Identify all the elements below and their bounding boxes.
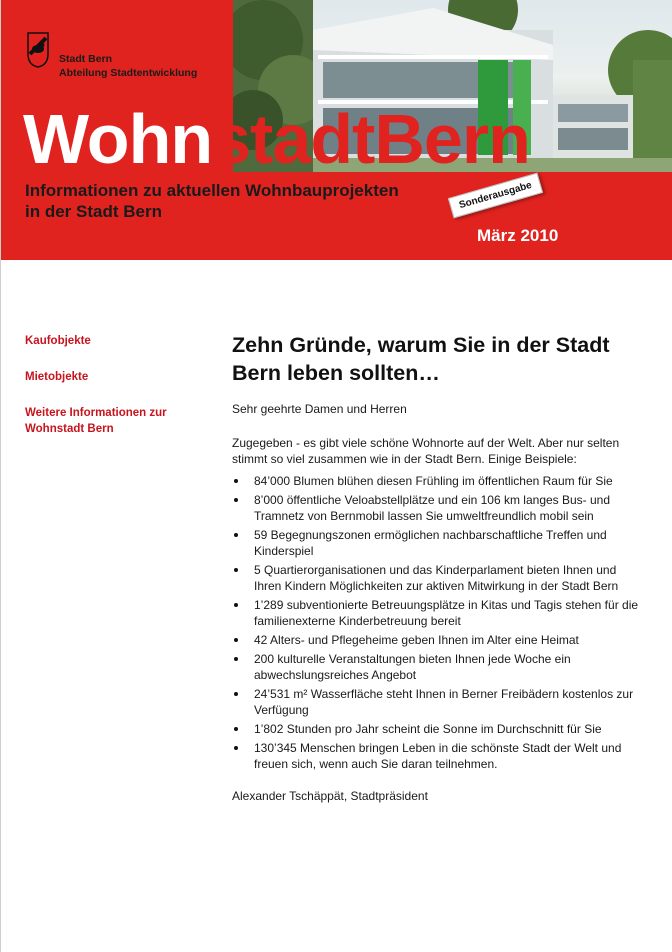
title-part-1: Wohn [23,100,213,178]
main-content [232,331,646,822]
org-department: Abteilung Stadtentwicklung [59,67,198,79]
greeting: Sehr geehrte Damen und Herren [232,402,407,416]
title-part-3: Bern [374,100,530,178]
article-heading: Zehn Gründe, warum Sie in der Stadt Bern leben sollten… [232,333,610,385]
sidebar-link-kaufobjekte[interactable]: Kaufobjekte [25,335,91,347]
list-item: 42 Alters- und Pflegeheime geben Ihnen im Alter eine Heimat [232,632,646,648]
list-item: 1’289 subventionierte Betreuungsplätze in Kitas und Tagis stehen für die familienexterne Kinderbetreuung bereit [232,597,646,629]
title-part-2: stadt [212,100,375,178]
list-item: 130’345 Menschen bringen Leben in die schönste Stadt der Welt und freuen sich, wenn auch Sie daran teilnehmen. [232,740,646,772]
list-item: 84’000 Blumen blühen diesen Frühling im öffentlichen Raum für Sie [232,473,646,489]
sidebar-link-mietobjekte[interactable]: Mietobjekte [25,371,89,383]
subtitle [25,180,399,222]
reasons-list [232,473,646,772]
list-item: 5 Quartierorganisationen und das Kinderparlament bieten Ihnen und Ihren Kindern Möglichkeiten zur aktiven Mitwirkung in der Stadt Bern [232,562,646,594]
city-logo [27,32,197,80]
signature: Alexander Tschäppät, Stadtpräsident [232,789,428,803]
org-name: Stadt Bern [59,53,113,65]
sidebar-link-weitere-informationen[interactable]: Weitere Informationen zur Wohnstadt Bern [25,407,167,435]
page-title [23,100,530,178]
intro-paragraph: Zugegeben - es gibt viele schöne Wohnorte auf der Welt. Aber nur selten stimmt so viel zusammen wie in der Stadt Bern. Einige Beispiele: [232,436,620,466]
list-item: 24’531 m² Wasserfläche steht Ihnen in Berner Freibädern kostenlos zur Verfügung [232,686,646,718]
subtitle-line-2: in der Stadt Bern [25,202,162,221]
special-edition-stamp: Sonderausgabe [448,173,543,219]
bern-crest-icon [27,32,49,68]
list-item: 1’802 Stunden pro Jahr scheint die Sonne im Durchschnitt für Sie [232,721,646,737]
list-item: 200 kulturelle Veranstaltungen bieten Ihnen jede Woche ein abwechslungsreiches Angebot [232,651,646,683]
header-banner [1,0,672,260]
issue-date: März 2010 [477,226,559,245]
sidebar-nav [25,333,195,457]
list-item: 59 Begegnungszonen ermöglichen nachbarschaftliche Treffen und Kinderspiel [232,527,646,559]
subtitle-line-1: Informationen zu aktuellen Wohnbauprojekten [25,181,399,200]
list-item: 8’000 öffentliche Veloabstellplätze und ein 106 km langes Bus- und Tramnetz von Bernmobil lassen Sie umweltfreundlich mobil sein [232,492,646,524]
